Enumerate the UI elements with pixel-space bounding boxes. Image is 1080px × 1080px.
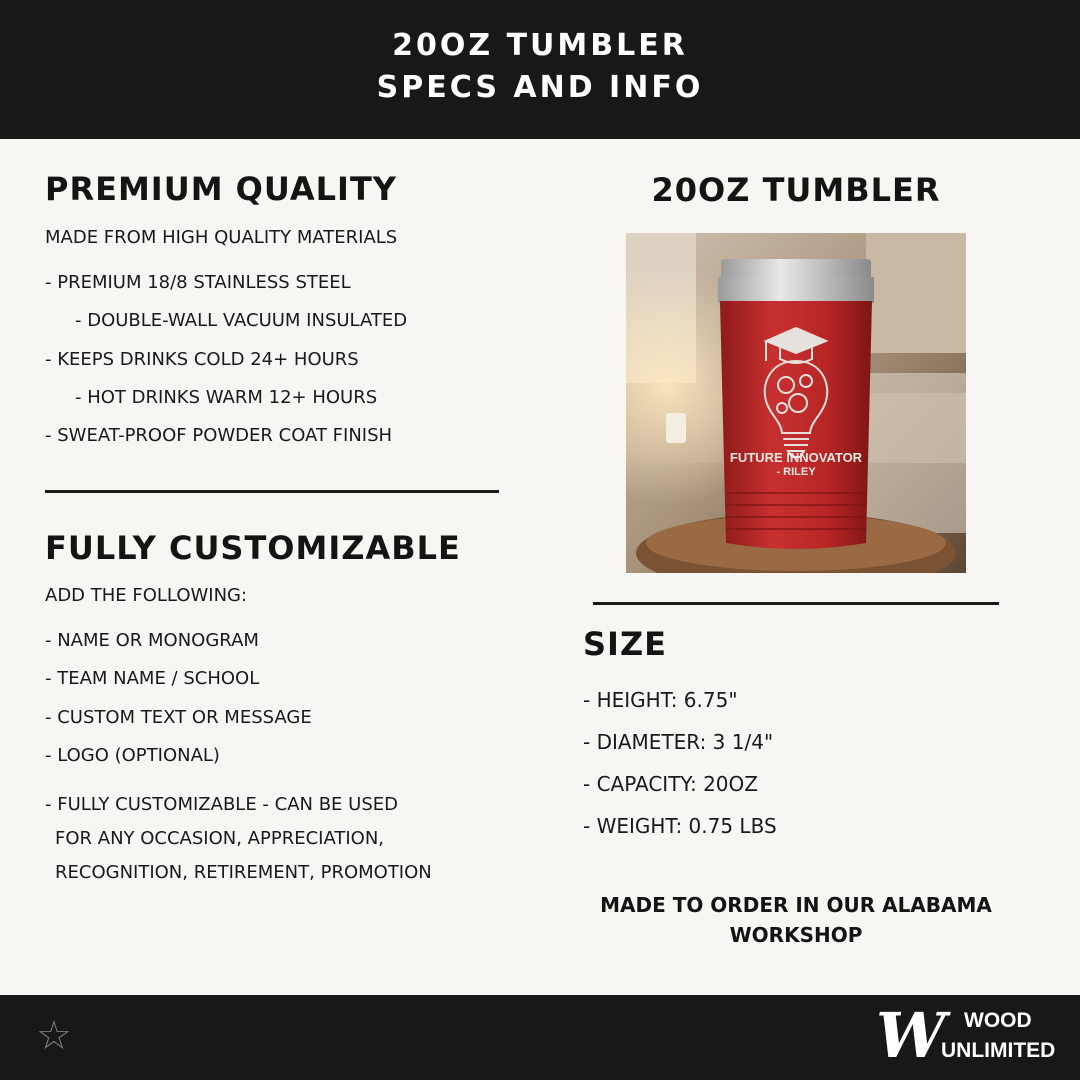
header-title-line1: 20OZ TUMBLER — [392, 28, 688, 63]
quality-intro: MADE FROM HIGH QUALITY MATERIALS — [45, 227, 398, 248]
custom-heading: FULLY CUSTOMIZABLE — [45, 529, 461, 567]
workshop-line1: MADE TO ORDER IN OUR ALABAMA — [600, 893, 992, 917]
workshop-note — [583, 890, 1009, 950]
engraving-text-line1: FUTURE INNOVATOR — [729, 450, 863, 465]
header-title-line2: SPECS AND INFO — [376, 70, 704, 105]
custom-intro: ADD THE FOLLOWING: — [45, 585, 248, 606]
custom-item: - NAME OR MONOGRAM — [45, 630, 259, 651]
custom-note-line: FOR ANY OCCASION, APPRECIATION, — [55, 828, 385, 849]
size-heading: SIZE — [583, 625, 668, 663]
custom-item: - TEAM NAME / SCHOOL — [45, 668, 260, 689]
custom-note-line: RECOGNITION, RETIREMENT, PROMOTION — [55, 862, 432, 883]
size-item: - DIAMETER: 3 1/4" — [583, 730, 774, 754]
quality-item: - KEEPS DRINKS COLD 24+ HOURS — [45, 349, 359, 370]
quality-item: - HOT DRINKS WARM 12+ HOURS — [75, 387, 378, 408]
custom-item: - CUSTOM TEXT OR MESSAGE — [45, 707, 312, 728]
brand-logo-line2: UNLIMITED — [941, 1039, 1056, 1062]
star-outline-icon: ☆ — [36, 1013, 72, 1059]
size-item: - WEIGHT: 0.75 LBS — [583, 814, 777, 838]
engraving-text-line2: - RILEY — [776, 466, 816, 478]
quality-item: - PREMIUM 18/8 STAINLESS STEEL — [45, 272, 351, 293]
tumbler-product-image — [626, 233, 966, 573]
quality-item: - SWEAT-PROOF POWDER COAT FINISH — [45, 425, 393, 446]
section-divider — [45, 490, 499, 493]
product-heading: 20OZ TUMBLER — [651, 171, 941, 209]
brand-logo-line1: WOOD — [964, 1009, 1032, 1032]
quality-heading: PREMIUM QUALITY — [45, 170, 397, 208]
page-header — [0, 0, 1080, 139]
size-divider — [593, 602, 999, 605]
page-footer — [0, 995, 1080, 1080]
custom-note-line: - FULLY CUSTOMIZABLE - CAN BE USED — [45, 794, 398, 815]
custom-item: - LOGO (OPTIONAL) — [45, 745, 220, 766]
size-item: - CAPACITY: 20OZ — [583, 772, 758, 796]
size-item: - HEIGHT: 6.75" — [583, 688, 738, 712]
workshop-line2: WORKSHOP — [729, 923, 863, 947]
brand-logo-mark: W — [876, 999, 946, 1072]
quality-item: - DOUBLE-WALL VACUUM INSULATED — [75, 310, 408, 331]
